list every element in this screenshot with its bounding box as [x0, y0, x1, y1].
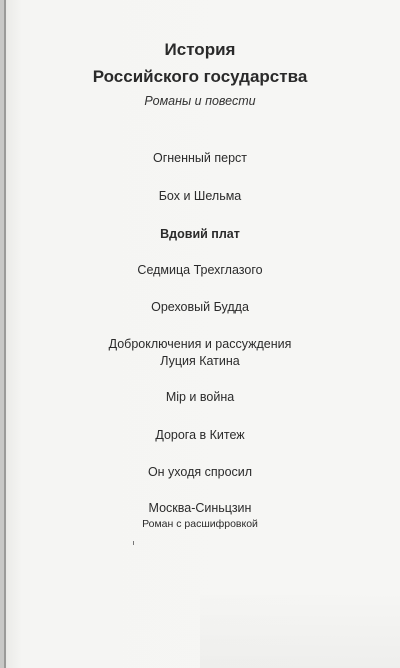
series-title-line2: Российского государства [92, 67, 308, 86]
book-title: Бох и Шельма [158, 189, 242, 203]
book-subtitle-note: Роман с расшифровкой [142, 518, 258, 530]
book-title-current: Вдовий плат [160, 227, 240, 241]
book-title: Дорога в Китеж [155, 428, 245, 442]
series-subtitle: Романы и повести [144, 94, 256, 108]
book-note [0, 517, 400, 532]
book-title: Мiр и война [165, 390, 235, 404]
book-title: Огненный перст [152, 151, 248, 165]
series-title-line1: История [164, 40, 236, 59]
scan-shading [200, 590, 400, 668]
print-speck [133, 541, 134, 545]
book-title-continued: Луция Катина [160, 354, 240, 368]
book-title: Ореховый Будда [151, 300, 249, 314]
book-title: Седмица Трехглазого [137, 263, 263, 277]
book-title: Он уходя спросил [147, 465, 253, 479]
book-title: Доброключения и рассуждения [108, 337, 292, 351]
book-title: Москва-Синьцзин [148, 501, 252, 515]
